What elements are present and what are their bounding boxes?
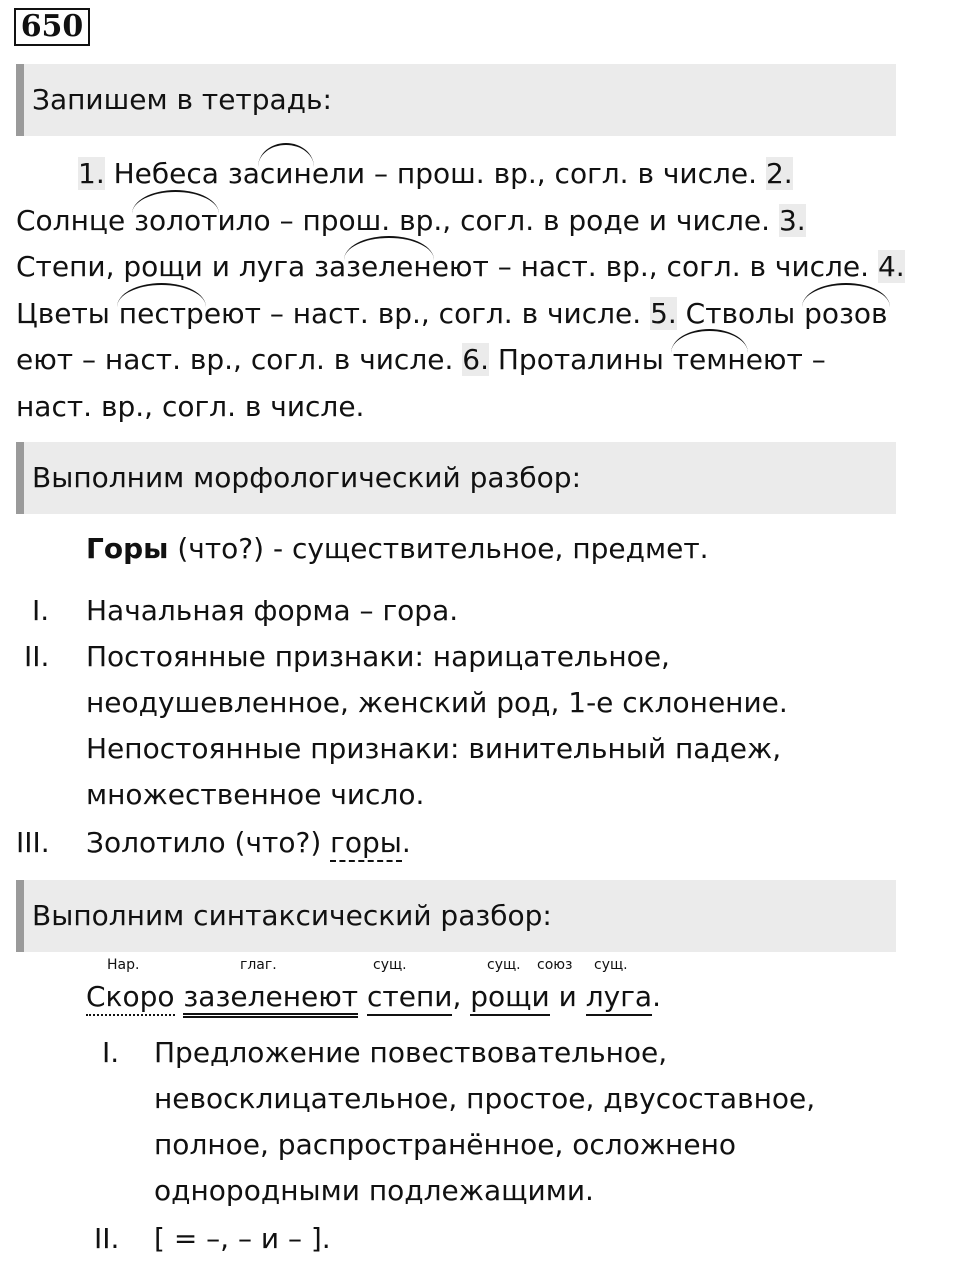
sentence-text: ,: [452, 980, 471, 1013]
pos-tag: сущ.: [487, 957, 521, 973]
synt-item-text: однородными подлежащими.: [154, 1174, 594, 1207]
sentence-text: .: [401, 826, 411, 859]
morph-item-text: [86, 826, 411, 859]
root-mark: зелен: [346, 244, 432, 291]
item-number: 1.: [78, 157, 105, 190]
roman-numeral: I.: [32, 594, 50, 627]
pos-tag: союз: [537, 957, 573, 973]
sentence-text: и: [549, 980, 586, 1013]
root-mark: розов: [804, 291, 887, 338]
section-header-notebook: Запишем в тетрадь:: [16, 64, 896, 136]
roman-numeral: I.: [102, 1036, 120, 1069]
morph-item-text: Постоянные признаки: нарицательное,: [86, 640, 670, 673]
item-number: 6.: [462, 343, 489, 376]
item-number: 5.: [650, 296, 677, 330]
morph-item-text: Начальная форма – гора.: [86, 594, 459, 627]
subject-underline: рощи: [470, 980, 549, 1016]
synt-item-text: невосклицательное, простое, двусоставное,: [154, 1082, 816, 1115]
pos-tag: Нар.: [107, 957, 140, 973]
sentence-text: ели – прош. вр., согл. в числе.: [311, 157, 766, 190]
parsed-sentence: [86, 980, 661, 1013]
roman-numeral: II.: [24, 640, 50, 673]
sentence-text: Золотило (что?): [86, 826, 331, 859]
morph-word: Горы: [86, 532, 169, 565]
sentence-text: Стволы: [676, 296, 805, 330]
roman-numeral: III.: [16, 826, 50, 859]
synt-item-text: полное, распространённое, осложнено: [154, 1128, 737, 1161]
sentence-text: Проталины: [488, 343, 673, 376]
sentence-text: еют – наст. вр., согл. в числе.: [431, 250, 878, 283]
sentence-text: еют – наст. вр., согл. в числе.: [16, 343, 463, 376]
sentence-text: еют – наст. вр., согл. в числе.: [203, 296, 651, 330]
sentence-scheme: [ = –, – и – ].: [154, 1222, 331, 1255]
sentence-text: Степи, рощи и луга за: [16, 250, 347, 283]
morph-desc: (что?) - существительное, предмет.: [168, 532, 709, 565]
adverbial-underline: Скоро: [86, 980, 175, 1016]
root-mark: темн: [673, 337, 746, 384]
object-underline: горы: [330, 826, 402, 862]
predicate-underline: зазеленеют: [183, 980, 358, 1018]
morph-item-text: неодушевленное, женский род, 1-е склонение.: [86, 686, 788, 719]
item-number: 4.: [877, 250, 905, 283]
roman-numeral: II.: [94, 1222, 120, 1255]
sentence-text: Цветы: [16, 296, 119, 330]
task-number: 650: [14, 8, 90, 46]
morph-item-text: Непостоянные признаки: винительный падеж,: [86, 732, 782, 765]
root-mark: золот: [134, 198, 217, 245]
sentence-text: .: [652, 980, 661, 1013]
synt-item-text: Предложение повествовательное,: [154, 1036, 668, 1069]
section-header-morph: Выполним морфологический разбор:: [16, 442, 896, 514]
pos-tag: сущ.: [594, 957, 628, 973]
section-header-synt: Выполним синтаксический разбор:: [16, 880, 896, 952]
item-number: 2.: [765, 157, 793, 190]
root-mark: син: [260, 151, 312, 198]
sentence-text: еют – наст. вр., согл. в числе.: [16, 343, 826, 423]
root-mark: пестр: [119, 291, 204, 338]
morph-title: [86, 532, 709, 565]
notebook-text: [16, 151, 906, 430]
pos-tag: сущ.: [373, 957, 407, 973]
sentence-text: Солнце: [16, 203, 135, 237]
sentence-text: ило – прош. вр., согл. в роде и числе.: [217, 203, 779, 237]
sentence-text: Небеса за: [104, 157, 260, 190]
item-number: 3.: [778, 203, 806, 237]
pos-tag: глаг.: [240, 957, 277, 973]
subject-underline: луга: [586, 980, 652, 1016]
morph-item-text: множественное число.: [86, 778, 425, 811]
subject-underline: степи: [367, 980, 452, 1016]
